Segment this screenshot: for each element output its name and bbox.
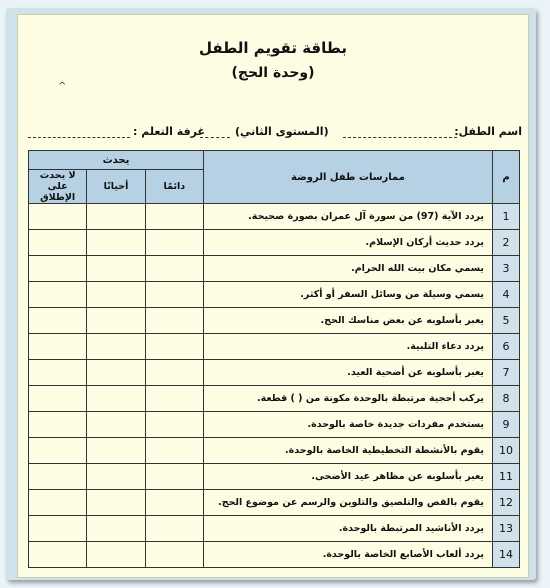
occurs-group-header: يحدث [29,151,204,170]
row-skill-text: يعبر بأسلوبه عن مظاهر عيد الأضحى. [204,464,493,490]
table-row [29,516,520,542]
cell-sometimes[interactable] [87,334,145,360]
row-number: 9 [493,412,520,438]
card-title: بطاقة تقويم الطفل [198,39,348,57]
cell-never[interactable] [29,282,87,308]
cell-sometimes[interactable] [87,438,145,464]
cell-sometimes[interactable] [87,256,145,282]
cell-never[interactable] [29,204,87,230]
cell-sometimes[interactable] [87,516,145,542]
col-skill-header: ممارسات طفل الروضة [204,151,493,204]
cell-never[interactable] [29,412,87,438]
table-row [29,360,520,386]
cell-always[interactable] [145,360,203,386]
child-name-label: اسم الطفل: [454,125,522,138]
cell-sometimes[interactable] [87,464,145,490]
cell-sometimes[interactable] [87,542,145,568]
cell-always[interactable] [145,230,203,256]
row-number: 13 [493,516,520,542]
cell-never[interactable] [29,334,87,360]
table-row [29,334,520,360]
table-row [29,230,520,256]
cell-never[interactable] [29,490,87,516]
cell-sometimes[interactable] [87,386,145,412]
row-number: 3 [493,256,520,282]
cell-always[interactable] [145,464,203,490]
evaluation-card [17,14,529,578]
cell-always[interactable] [145,334,203,360]
cell-always[interactable] [145,412,203,438]
level-label: (المستوى الثاني) [235,125,329,138]
table-row [29,204,520,230]
cell-never[interactable] [29,230,87,256]
classroom-line [28,137,130,138]
cell-sometimes[interactable] [87,360,145,386]
cell-never[interactable] [29,438,87,464]
table-row [29,308,520,334]
evaluation-table [28,150,520,568]
cell-always[interactable] [145,542,203,568]
cell-always[interactable] [145,308,203,334]
cell-never[interactable] [29,386,87,412]
cell-always[interactable] [145,204,203,230]
cell-sometimes[interactable] [87,490,145,516]
row-number: 7 [493,360,520,386]
cell-sometimes[interactable] [87,230,145,256]
row-skill-text: يردد حديث أركان الإسلام. [204,230,493,256]
stray-mark: ^ [58,81,67,92]
row-skill-text: يقوم بالقص والتلصيق والتلوين والرسم عن موضوع الحج. [204,490,493,516]
row-skill-text: يردد الآية (97) من سورة آل عمران بصورة صحيحة. [204,204,493,230]
row-skill-text: يسمي وسيلة من وسائل السفر أو أكثر. [204,282,493,308]
row-skill-text: يقوم بالأنشطة التخطيطية الخاصة بالوحدة. [204,438,493,464]
table-row [29,282,520,308]
row-number: 14 [493,542,520,568]
cell-always[interactable] [145,256,203,282]
row-skill-text: يردد الأناشيد المرتبطة بالوحدة. [204,516,493,542]
row-skill-text: يسمي مكان بيت الله الحرام. [204,256,493,282]
row-skill-text: يعبر بأسلوبه عن بعض مناسك الحج. [204,308,493,334]
cell-never[interactable] [29,542,87,568]
cell-never[interactable] [29,360,87,386]
row-skill-text: يردد ألعاب الأصابع الخاصة بالوحدة. [204,542,493,568]
cell-always[interactable] [145,490,203,516]
cell-sometimes[interactable] [87,308,145,334]
col-never-header: لا يحدث على الإطلاق [29,170,87,204]
row-number: 5 [493,308,520,334]
cell-always[interactable] [145,516,203,542]
table-row [29,412,520,438]
row-number: 8 [493,386,520,412]
row-number: 6 [493,334,520,360]
row-skill-text: يعبر بأسلوبه عن أضحية العيد. [204,360,493,386]
table-row [29,542,520,568]
row-skill-text: يردد دعاء التلبية. [204,334,493,360]
col-number-header: م [493,151,520,204]
row-skill-text: يركب أحجية مرتبطة بالوحدة مكونة من ( ) قطعة. [204,386,493,412]
table-row [29,438,520,464]
evaluation-rows [29,204,520,568]
row-number: 12 [493,490,520,516]
row-number: 11 [493,464,520,490]
col-always-header: دائمًا [145,170,203,204]
col-sometimes-header: أحيانًا [87,170,145,204]
cell-sometimes[interactable] [87,204,145,230]
classroom-label: غرفة التعلم : [133,125,206,138]
table-row [29,464,520,490]
cell-never[interactable] [29,256,87,282]
cell-always[interactable] [145,282,203,308]
cell-always[interactable] [145,386,203,412]
row-number: 4 [493,282,520,308]
cell-never[interactable] [29,464,87,490]
cell-always[interactable] [145,438,203,464]
row-number: 2 [493,230,520,256]
table-row [29,490,520,516]
row-skill-text: يستخدم مفردات جديدة خاصة بالوحدة. [204,412,493,438]
row-number: 10 [493,438,520,464]
cell-sometimes[interactable] [87,282,145,308]
card-subtitle: (وحدة الحج) [231,65,315,81]
table-row [29,386,520,412]
row-number: 1 [493,204,520,230]
cell-sometimes[interactable] [87,412,145,438]
child-name-line [343,137,457,138]
cell-never[interactable] [29,516,87,542]
table-row [29,256,520,282]
cell-never[interactable] [29,308,87,334]
